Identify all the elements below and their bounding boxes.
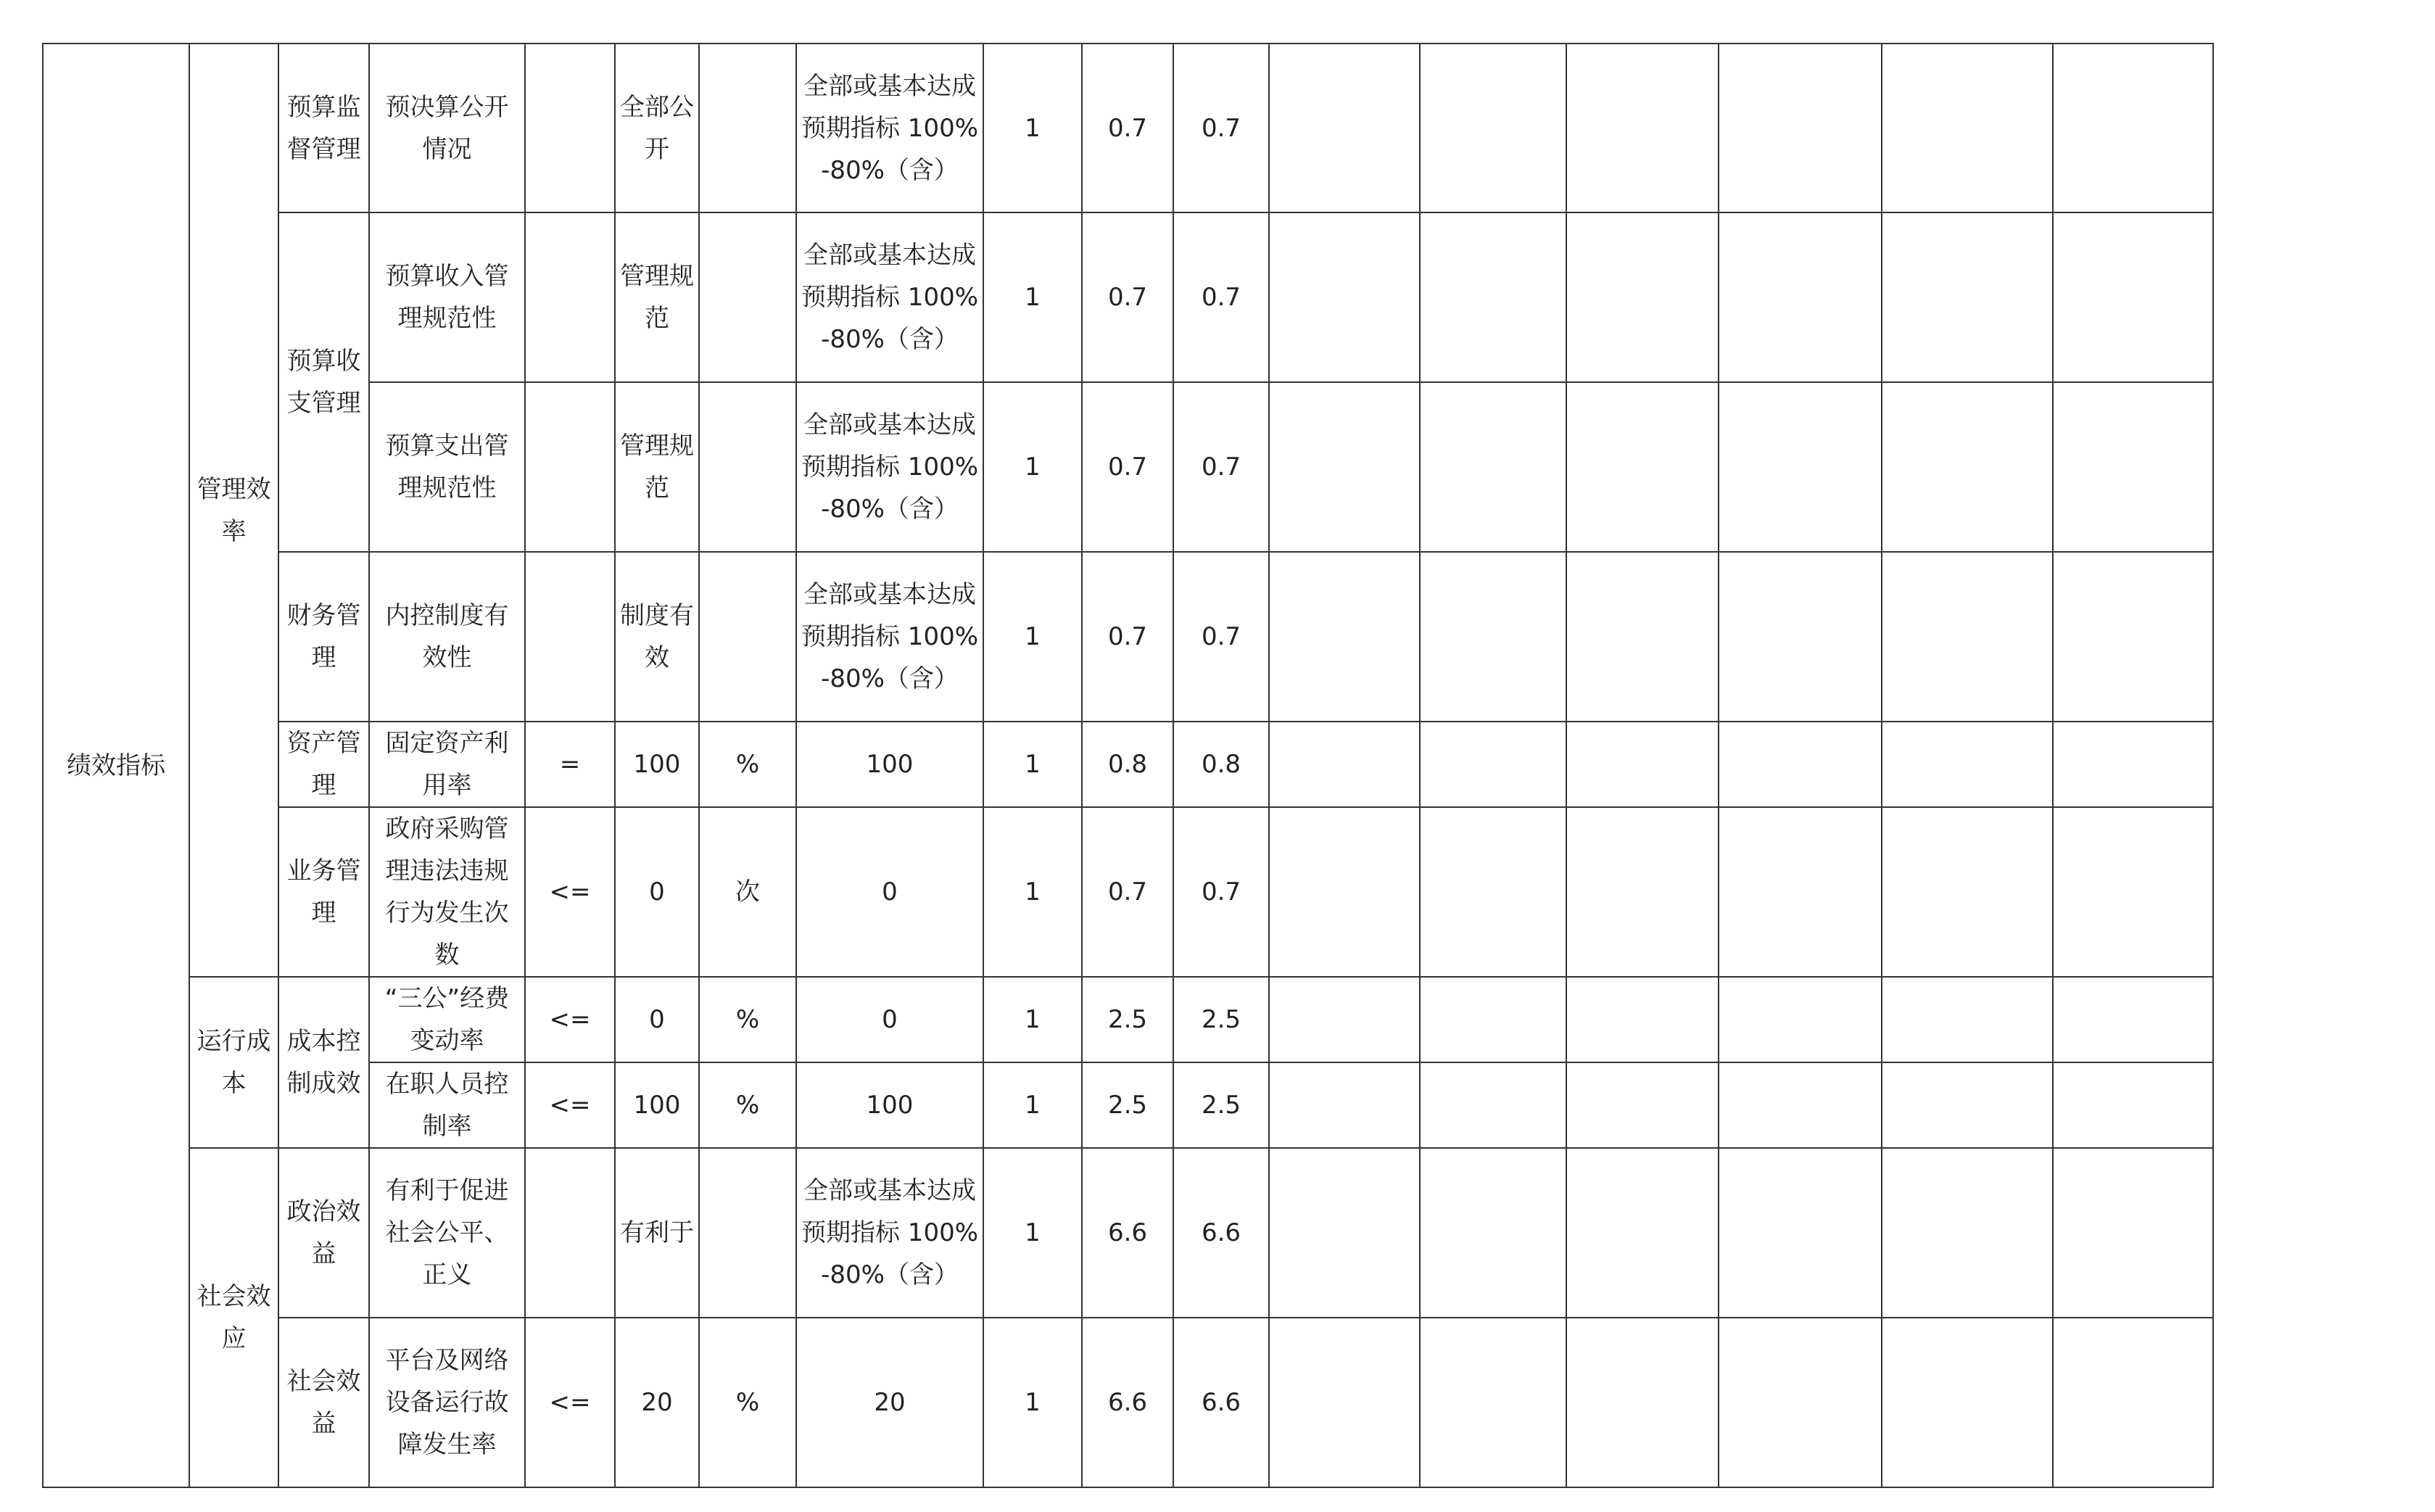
empty-cell xyxy=(1420,382,1566,552)
score-cell: 6.6 xyxy=(1082,1148,1173,1318)
indicator-cell: 固定资产利用率 xyxy=(369,722,525,807)
target-cell: 全部或基本达成预期指标 100%-80%（含） xyxy=(796,1148,983,1318)
empty-cell xyxy=(1566,212,1719,382)
table-row xyxy=(43,552,2213,722)
operator-cell: <= xyxy=(525,977,615,1062)
unit-cell: % xyxy=(699,1062,796,1148)
empty-cell xyxy=(1719,44,1882,212)
category-cell: 绩效指标 xyxy=(43,44,189,1487)
value-cell: 制度有效 xyxy=(615,552,699,722)
unit-cell xyxy=(699,1148,796,1318)
level3-cell: 业务管理 xyxy=(278,807,369,977)
actual-score-cell: 2.5 xyxy=(1173,977,1269,1062)
empty-cell xyxy=(1882,212,2053,382)
empty-cell xyxy=(1882,1318,2053,1487)
operator-cell xyxy=(525,44,615,212)
empty-cell xyxy=(1269,807,1420,977)
empty-cell xyxy=(1566,722,1719,807)
empty-cell xyxy=(1719,807,1882,977)
actual-score-cell: 0.7 xyxy=(1173,807,1269,977)
operator-cell xyxy=(525,552,615,722)
empty-cell xyxy=(1269,977,1420,1062)
level3-cell: 政治效益 xyxy=(278,1148,369,1318)
indicator-cell: 平台及网络设备运行故障发生率 xyxy=(369,1318,525,1487)
empty-cell xyxy=(2053,977,2213,1062)
level3-cell: 资产管理 xyxy=(278,722,369,807)
weight-cell: 1 xyxy=(983,1318,1082,1487)
operator-cell: = xyxy=(525,722,615,807)
empty-cell xyxy=(1719,552,1882,722)
empty-cell xyxy=(1269,212,1420,382)
operator-cell: <= xyxy=(525,807,615,977)
empty-cell xyxy=(1882,1148,2053,1318)
value-cell: 管理规范 xyxy=(615,212,699,382)
empty-cell xyxy=(2053,552,2213,722)
empty-cell xyxy=(2053,212,2213,382)
actual-score-cell: 6.6 xyxy=(1173,1318,1269,1487)
unit-cell xyxy=(699,44,796,212)
empty-cell xyxy=(1269,1148,1420,1318)
empty-cell xyxy=(1566,44,1719,212)
operator-cell xyxy=(525,1148,615,1318)
value-cell: 管理规范 xyxy=(615,382,699,552)
empty-cell xyxy=(1566,552,1719,722)
empty-cell xyxy=(1269,44,1420,212)
value-cell: 0 xyxy=(615,807,699,977)
empty-cell xyxy=(1882,722,2053,807)
score-cell: 0.8 xyxy=(1082,722,1173,807)
table-row xyxy=(43,1318,2213,1487)
indicator-cell: 有利于促进社会公平、正义 xyxy=(369,1148,525,1318)
indicator-cell: 预算收入管理规范性 xyxy=(369,212,525,382)
operator-cell: <= xyxy=(525,1062,615,1148)
empty-cell xyxy=(1882,44,2053,212)
performance-indicator-table xyxy=(42,43,2214,1488)
weight-cell: 1 xyxy=(983,1148,1082,1318)
operator-cell xyxy=(525,212,615,382)
level3-cell: 预算监督管理 xyxy=(278,44,369,212)
empty-cell xyxy=(1420,977,1566,1062)
empty-cell xyxy=(1566,382,1719,552)
table-row xyxy=(43,807,2213,977)
actual-score-cell: 0.7 xyxy=(1173,552,1269,722)
empty-cell xyxy=(1719,212,1882,382)
level3-cell: 预算收支管理 xyxy=(278,212,369,552)
empty-cell xyxy=(1269,1062,1420,1148)
operator-cell: <= xyxy=(525,1318,615,1487)
indicator-cell: 政府采购管理违法违规行为发生次数 xyxy=(369,807,525,977)
weight-cell: 1 xyxy=(983,977,1082,1062)
score-cell: 0.7 xyxy=(1082,212,1173,382)
table-row xyxy=(43,722,2213,807)
value-cell: 20 xyxy=(615,1318,699,1487)
target-cell: 100 xyxy=(796,1062,983,1148)
actual-score-cell: 6.6 xyxy=(1173,1148,1269,1318)
actual-score-cell: 0.7 xyxy=(1173,382,1269,552)
value-cell: 全部公开 xyxy=(615,44,699,212)
empty-cell xyxy=(1882,552,2053,722)
empty-cell xyxy=(1566,1318,1719,1487)
unit-cell xyxy=(699,382,796,552)
value-cell: 0 xyxy=(615,977,699,1062)
value-cell: 100 xyxy=(615,1062,699,1148)
empty-cell xyxy=(1420,1148,1566,1318)
weight-cell: 1 xyxy=(983,552,1082,722)
empty-cell xyxy=(2053,1318,2213,1487)
target-cell: 100 xyxy=(796,722,983,807)
empty-cell xyxy=(1420,722,1566,807)
empty-cell xyxy=(2053,382,2213,552)
empty-cell xyxy=(1566,1062,1719,1148)
score-cell: 0.7 xyxy=(1082,382,1173,552)
subcategory-cell: 运行成本 xyxy=(189,977,278,1148)
unit-cell: % xyxy=(699,722,796,807)
target-cell: 全部或基本达成预期指标 100%-80%（含） xyxy=(796,552,983,722)
empty-cell xyxy=(1882,1062,2053,1148)
subcategory-cell: 管理效率 xyxy=(189,44,278,977)
weight-cell: 1 xyxy=(983,1062,1082,1148)
empty-cell xyxy=(1566,807,1719,977)
level3-cell: 社会效益 xyxy=(278,1318,369,1487)
unit-cell: % xyxy=(699,977,796,1062)
table-row xyxy=(43,212,2213,382)
weight-cell: 1 xyxy=(983,212,1082,382)
table-row xyxy=(43,977,2213,1062)
empty-cell xyxy=(1269,382,1420,552)
table-row xyxy=(43,44,2213,212)
target-cell: 全部或基本达成预期指标 100%-80%（含） xyxy=(796,212,983,382)
empty-cell xyxy=(1420,807,1566,977)
unit-cell xyxy=(699,552,796,722)
empty-cell xyxy=(2053,1148,2213,1318)
empty-cell xyxy=(1420,212,1566,382)
empty-cell xyxy=(1719,722,1882,807)
score-cell: 2.5 xyxy=(1082,977,1173,1062)
weight-cell: 1 xyxy=(983,722,1082,807)
indicator-cell: 内控制度有效性 xyxy=(369,552,525,722)
empty-cell xyxy=(1882,382,2053,552)
weight-cell: 1 xyxy=(983,382,1082,552)
target-cell: 0 xyxy=(796,977,983,1062)
unit-cell: % xyxy=(699,1318,796,1487)
empty-cell xyxy=(1420,1318,1566,1487)
empty-cell xyxy=(1719,1318,1882,1487)
level3-cell: 财务管理 xyxy=(278,552,369,722)
empty-cell xyxy=(1420,44,1566,212)
empty-cell xyxy=(1420,1062,1566,1148)
target-cell: 20 xyxy=(796,1318,983,1487)
empty-cell xyxy=(2053,1062,2213,1148)
indicator-cell: 预决算公开情况 xyxy=(369,44,525,212)
weight-cell: 1 xyxy=(983,44,1082,212)
value-cell: 有利于 xyxy=(615,1148,699,1318)
score-cell: 0.7 xyxy=(1082,44,1173,212)
empty-cell xyxy=(1719,1062,1882,1148)
empty-cell xyxy=(1719,382,1882,552)
score-cell: 6.6 xyxy=(1082,1318,1173,1487)
empty-cell xyxy=(2053,44,2213,212)
actual-score-cell: 0.8 xyxy=(1173,722,1269,807)
value-cell: 100 xyxy=(615,722,699,807)
empty-cell xyxy=(1269,552,1420,722)
target-cell: 全部或基本达成预期指标 100%-80%（含） xyxy=(796,44,983,212)
empty-cell xyxy=(1269,1318,1420,1487)
level3-cell: 成本控制成效 xyxy=(278,977,369,1148)
empty-cell xyxy=(2053,807,2213,977)
actual-score-cell: 0.7 xyxy=(1173,44,1269,212)
empty-cell xyxy=(1420,552,1566,722)
subcategory-cell: 社会效应 xyxy=(189,1148,278,1487)
score-cell: 0.7 xyxy=(1082,552,1173,722)
indicator-cell: 在职人员控制率 xyxy=(369,1062,525,1148)
actual-score-cell: 2.5 xyxy=(1173,1062,1269,1148)
target-cell: 0 xyxy=(796,807,983,977)
empty-cell xyxy=(2053,722,2213,807)
target-cell: 全部或基本达成预期指标 100%-80%（含） xyxy=(796,382,983,552)
unit-cell xyxy=(699,212,796,382)
unit-cell: 次 xyxy=(699,807,796,977)
empty-cell xyxy=(1269,722,1420,807)
empty-cell xyxy=(1566,977,1719,1062)
table-row xyxy=(43,1148,2213,1318)
actual-score-cell: 0.7 xyxy=(1173,212,1269,382)
empty-cell xyxy=(1882,977,2053,1062)
score-cell: 0.7 xyxy=(1082,807,1173,977)
operator-cell xyxy=(525,382,615,552)
empty-cell xyxy=(1566,1148,1719,1318)
indicator-cell: 预算支出管理规范性 xyxy=(369,382,525,552)
indicator-cell: “三公”经费变动率 xyxy=(369,977,525,1062)
weight-cell: 1 xyxy=(983,807,1082,977)
empty-cell xyxy=(1882,807,2053,977)
score-cell: 2.5 xyxy=(1082,1062,1173,1148)
empty-cell xyxy=(1719,1148,1882,1318)
empty-cell xyxy=(1719,977,1882,1062)
